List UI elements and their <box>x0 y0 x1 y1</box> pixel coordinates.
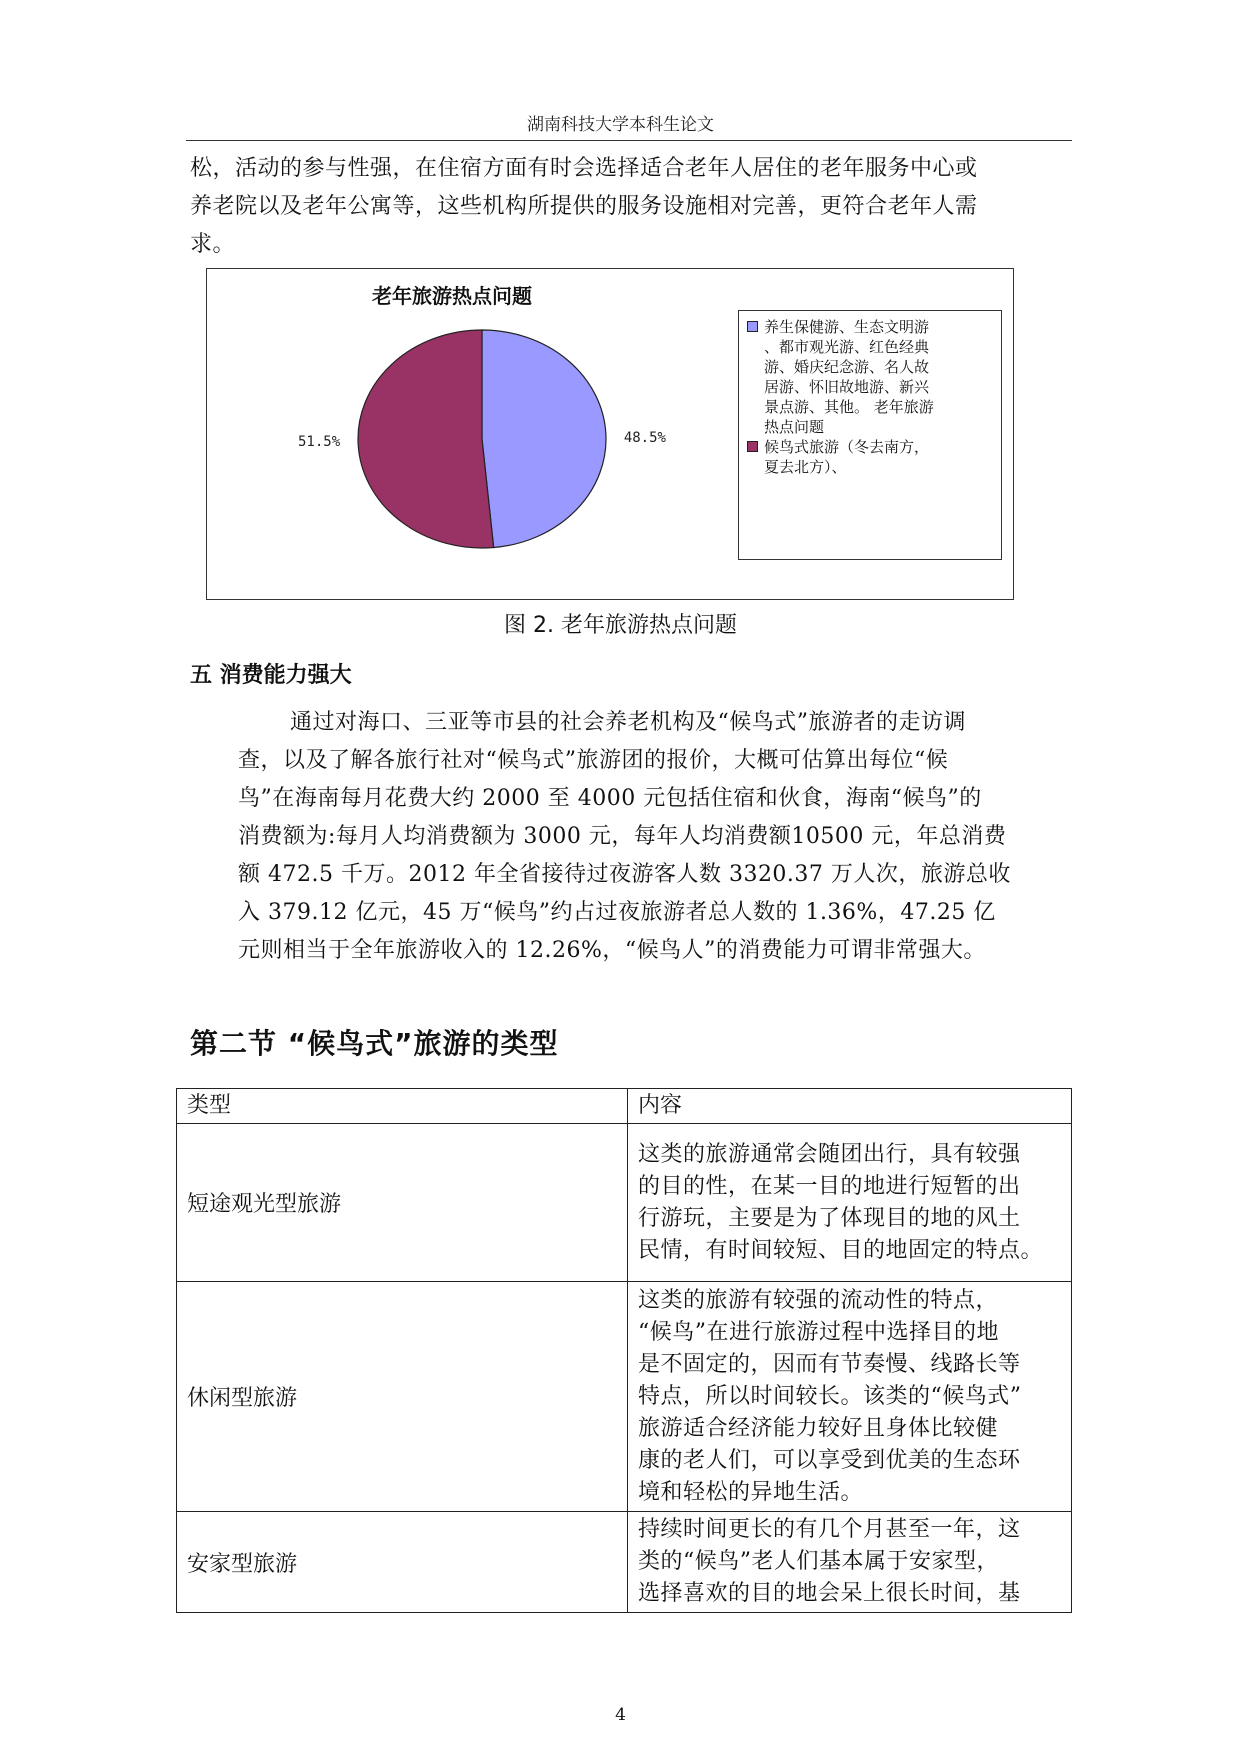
cell-line: 的目的性，在某一目的地进行短暂的出 <box>638 1173 1021 1199</box>
header-rule <box>186 140 1072 141</box>
table-row <box>177 1282 1072 1512</box>
page-header-title: 湖南科技大学本科生论文 <box>527 115 714 135</box>
table-cell-content <box>628 1512 1072 1613</box>
cell-line: 特点，所以时间较长。该类的“候鸟式” <box>638 1383 1022 1409</box>
table-row <box>177 1124 1072 1282</box>
intro-line: 养老院以及老年公寓等，这些机构所提供的服务设施相对完善，更符合老年人需 <box>190 194 978 219</box>
table-row <box>177 1512 1072 1613</box>
intro-line: 松，活动的参与性强，在住宿方面有时会选择适合老年人居住的老年服务中心或 <box>190 156 978 181</box>
section5-line: 额 472.5 千万。2012 年全省接待过夜游客人数 3320.37 万人次，旅游总收 <box>238 862 1011 887</box>
legend-swatch-2 <box>747 441 758 452</box>
legend-entry-1 <box>747 317 995 437</box>
section5-line: 鸟”在海南每月花费大约 2000 至 4000 元包括住宿和伙食，海南“候鸟”的 <box>238 786 982 811</box>
table-cell-type: 休闲型旅游 <box>177 1282 628 1512</box>
pie-slice-2 <box>358 330 494 548</box>
legend-line: 游、婚庆纪念游、名人故 <box>764 358 930 376</box>
table-cell-type: 短途观光型旅游 <box>177 1124 628 1282</box>
section-heading-5: 五 消费能力强大 <box>190 663 352 688</box>
pie-data-label-2: 51.5% <box>298 433 341 450</box>
cell-line: 旅游适合经济能力较好且身体比较健 <box>638 1415 999 1441</box>
legend-line: 居游、怀旧故地游、新兴 <box>764 378 930 396</box>
cell-line: 是不固定的，因而有节奏慢、线路长等 <box>638 1351 1021 1377</box>
cell-line: 康的老人们，可以享受到优美的生态环 <box>638 1447 1021 1473</box>
section5-line: 查，以及了解各旅行社对“候鸟式”旅游团的报价，大概可估算出每位“候 <box>238 748 949 773</box>
cell-line: 选择喜欢的目的地会呆上很长时间，基 <box>638 1581 1021 1606</box>
legend-entry-2 <box>747 437 995 477</box>
table-cell-type: 安家型旅游 <box>177 1512 628 1613</box>
table-cell-content <box>628 1282 1072 1512</box>
section5-line: 元则相当于全年旅游收入的 12.26%，“候鸟人”的消费能力可谓非常强大。 <box>238 938 986 963</box>
section5-line: 通过对海口、三亚等市县的社会养老机构及“候鸟式”旅游者的走访调 <box>290 710 966 735</box>
legend-line: 养生保健游、生态文明游 <box>764 318 930 336</box>
intro-paragraph <box>190 150 1050 264</box>
table-header-row <box>177 1089 1072 1124</box>
cell-line: 持续时间更长的有几个月甚至一年，这 <box>638 1517 1021 1542</box>
legend-swatch-1 <box>747 321 758 332</box>
cell-line: “候鸟”在进行旅游过程中选择目的地 <box>638 1319 999 1345</box>
cell-line: 这类的旅游通常会随团出行，具有较强 <box>638 1141 1021 1167</box>
table-cell-content <box>628 1124 1072 1282</box>
cell-line: 类的“候鸟”老人们基本属于安家型， <box>638 1549 999 1574</box>
types-table <box>176 1088 1072 1613</box>
page-number: 4 <box>615 1705 626 1725</box>
table-header-content: 内容 <box>628 1089 1072 1124</box>
chart-title: 老年旅游热点问题 <box>372 284 532 308</box>
legend-line: 候鸟式旅游（冬去南方， <box>764 438 930 456</box>
pie-chart <box>206 268 736 598</box>
legend-line: 景点游、其他。 老年旅游 <box>764 398 934 416</box>
legend-line: 、都市观光游、红色经典 <box>764 338 930 356</box>
section5-line: 消费额为:每月人均消费额为 3000 元，每年人均消费额10500 元，年总消费 <box>238 824 1007 849</box>
cell-line: 这类的旅游有较强的流动性的特点， <box>638 1287 999 1313</box>
cell-line: 行游玩，主要是为了体现目的地的风土 <box>638 1205 1021 1231</box>
cell-line: 民情，有时间较短、目的地固定的特点。 <box>638 1237 1044 1263</box>
intro-line: 求。 <box>190 232 236 257</box>
legend-line: 夏去北方）、 <box>764 458 847 476</box>
section5-paragraph <box>190 704 1050 970</box>
chart-legend <box>738 310 1002 560</box>
figure-caption: 图 2. 老年旅游热点问题 <box>504 613 737 638</box>
pie-slice-1 <box>482 330 606 548</box>
section-heading-2: 第二节 “候鸟式”旅游的类型 <box>190 1027 559 1060</box>
pie-data-label-1: 48.5% <box>623 430 666 447</box>
cell-line: 境和轻松的异地生活。 <box>638 1479 864 1505</box>
legend-line: 热点问题 <box>764 418 825 436</box>
section5-line: 入 379.12 亿元，45 万“候鸟”约占过夜旅游者总人数的 1.36%，47.25 亿 <box>238 900 996 925</box>
table-header-type: 类型 <box>177 1089 628 1124</box>
